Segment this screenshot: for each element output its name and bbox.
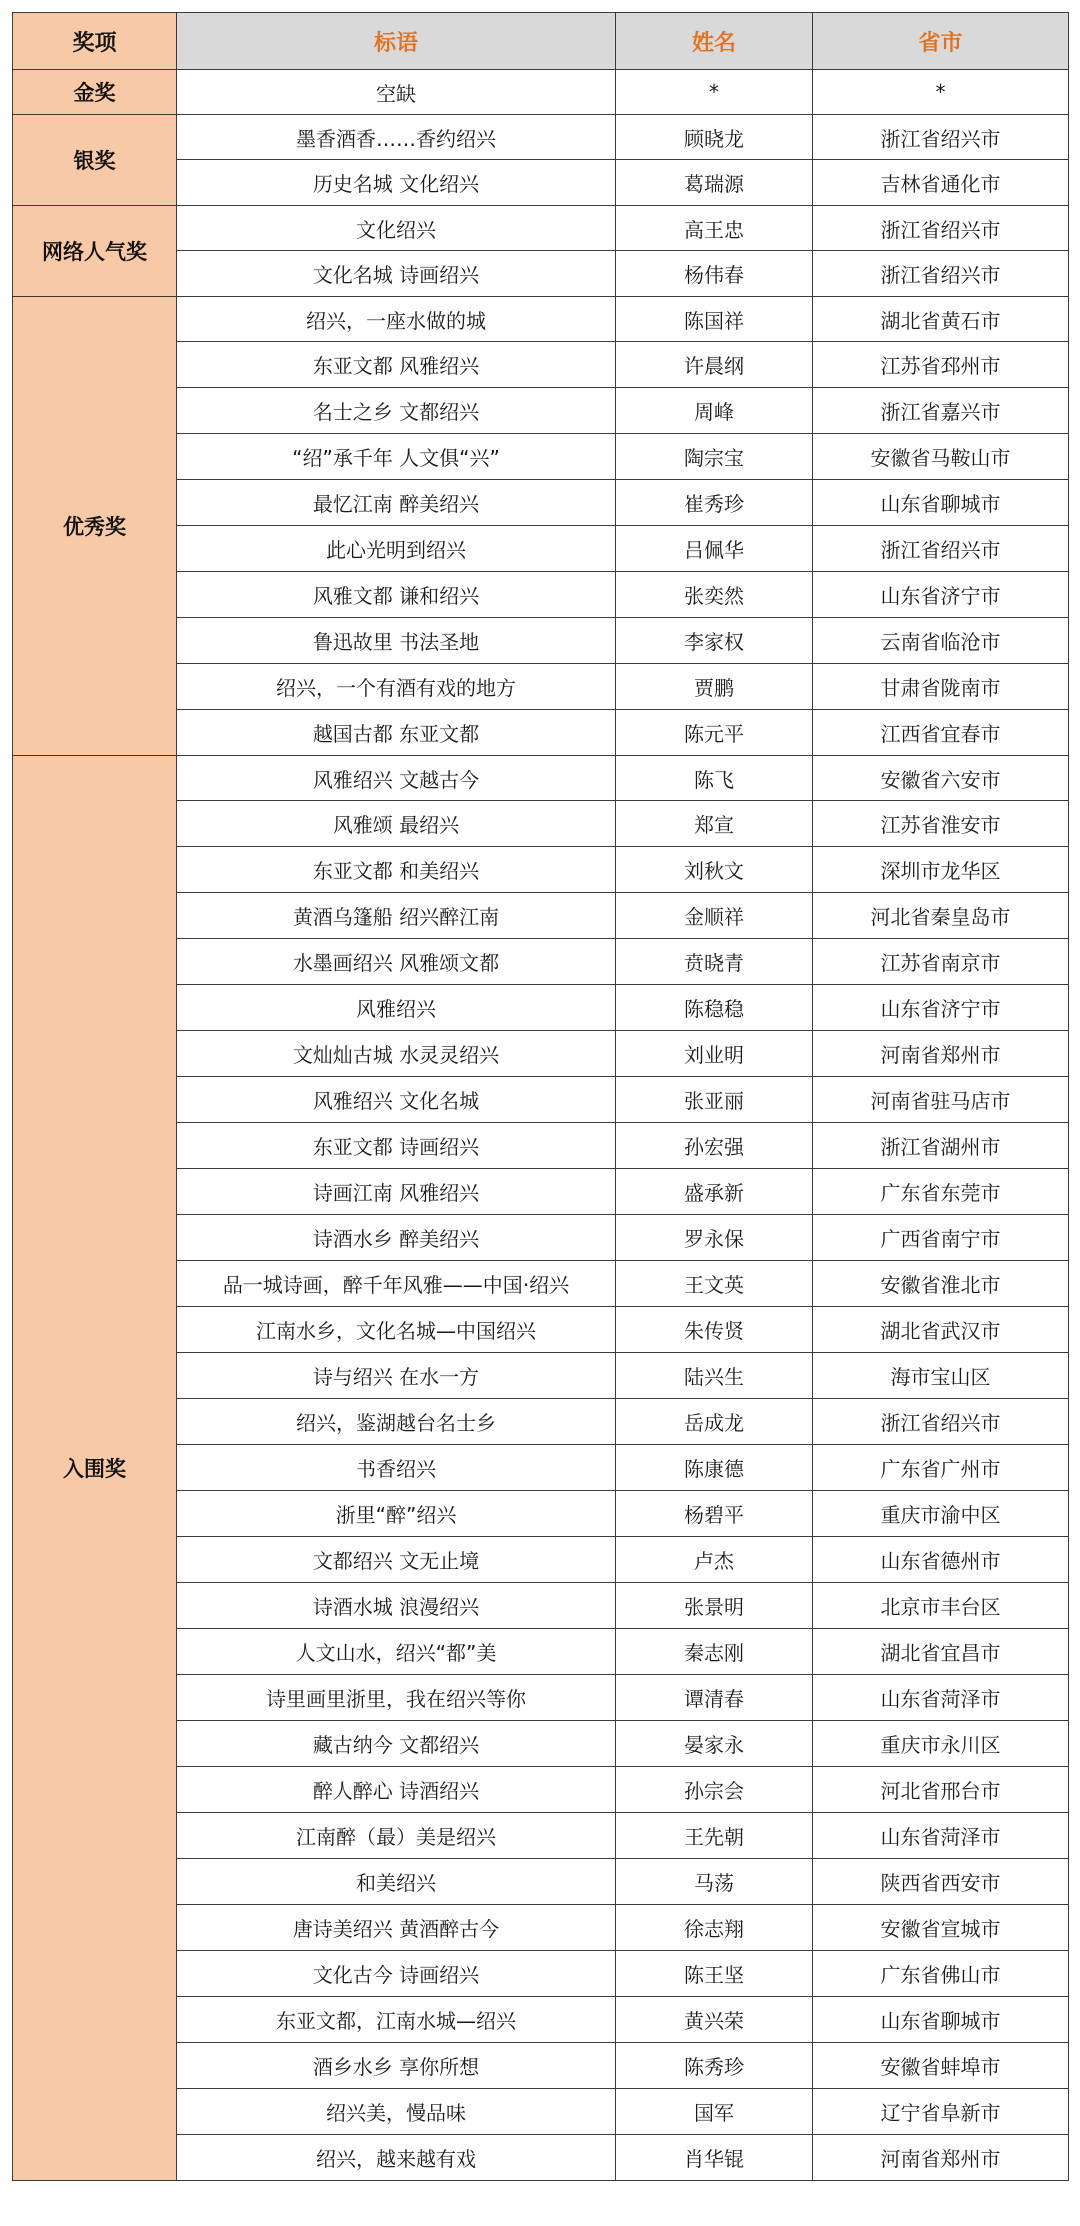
- slogan-cell: 诗酒水城 浪漫绍兴: [177, 1583, 616, 1629]
- name-cell: 陈飞: [616, 756, 813, 801]
- table-row: [13, 756, 1069, 801]
- name-cell: 陈元平: [616, 710, 813, 756]
- city-cell: 甘肃省陇南市: [813, 664, 1069, 710]
- name-cell: 葛瑞源: [616, 160, 813, 206]
- name-cell: 陈国祥: [616, 297, 813, 342]
- table-row: [13, 70, 1069, 115]
- name-cell: 朱传贤: [616, 1307, 813, 1353]
- name-cell: 陈稳稳: [616, 985, 813, 1031]
- city-cell: 浙江省绍兴市: [813, 526, 1069, 572]
- slogan-cell: 品一城诗画，醉千年风雅——中国·绍兴: [177, 1261, 616, 1307]
- slogan-cell: 绍兴，鉴湖越台名士乡: [177, 1399, 616, 1445]
- city-cell: 山东省济宁市: [813, 572, 1069, 618]
- name-cell: 徐志翔: [616, 1905, 813, 1951]
- name-cell: 刘秋文: [616, 847, 813, 893]
- city-cell: 浙江省绍兴市: [813, 206, 1069, 251]
- city-cell: 安徽省马鞍山市: [813, 434, 1069, 480]
- award-category-cell: 银奖: [13, 115, 177, 206]
- header-city: 省市: [813, 13, 1069, 70]
- slogan-cell: 酒乡水乡 享你所想: [177, 2043, 616, 2089]
- slogan-cell: 藏古纳今 文都绍兴: [177, 1721, 616, 1767]
- name-cell: 国军: [616, 2089, 813, 2135]
- award-category-cell: 优秀奖: [13, 297, 177, 756]
- city-cell: 湖北省黄石市: [813, 297, 1069, 342]
- slogan-cell: 最忆江南 醉美绍兴: [177, 480, 616, 526]
- slogan-cell: 文都绍兴 文无止境: [177, 1537, 616, 1583]
- slogan-cell: 此心光明到绍兴: [177, 526, 616, 572]
- header-award: 奖项: [13, 13, 177, 70]
- award-category-cell: 金奖: [13, 70, 177, 115]
- slogan-cell: 风雅文都 谦和绍兴: [177, 572, 616, 618]
- city-cell: 广东省东莞市: [813, 1169, 1069, 1215]
- slogan-cell: “绍”承千年 人文俱“兴”: [177, 434, 616, 480]
- city-cell: 江苏省南京市: [813, 939, 1069, 985]
- city-cell: 浙江省湖州市: [813, 1123, 1069, 1169]
- city-cell: 河南省郑州市: [813, 2135, 1069, 2181]
- slogan-cell: 风雅颂 最绍兴: [177, 801, 616, 847]
- city-cell: 浙江省嘉兴市: [813, 388, 1069, 434]
- city-cell: 山东省聊城市: [813, 1997, 1069, 2043]
- city-cell: 江苏省淮安市: [813, 801, 1069, 847]
- slogan-cell: 风雅绍兴 文越古今: [177, 756, 616, 801]
- name-cell: 杨碧平: [616, 1491, 813, 1537]
- name-cell: 刘业明: [616, 1031, 813, 1077]
- header-slogan: 标语: [177, 13, 616, 70]
- slogan-cell: 越国古都 东亚文都: [177, 710, 616, 756]
- slogan-cell: 江南醉（最）美是绍兴: [177, 1813, 616, 1859]
- slogan-cell: 绍兴，一个有酒有戏的地方: [177, 664, 616, 710]
- city-cell: 广东省广州市: [813, 1445, 1069, 1491]
- name-cell: 陈康德: [616, 1445, 813, 1491]
- name-cell: 罗永保: [616, 1215, 813, 1261]
- city-cell: 河北省邢台市: [813, 1767, 1069, 1813]
- city-cell: 山东省聊城市: [813, 480, 1069, 526]
- city-cell: 安徽省六安市: [813, 756, 1069, 801]
- name-cell: 金顺祥: [616, 893, 813, 939]
- name-cell: 晏家永: [616, 1721, 813, 1767]
- slogan-cell: 书香绍兴: [177, 1445, 616, 1491]
- header-name: 姓名: [616, 13, 813, 70]
- city-cell: 陕西省西安市: [813, 1859, 1069, 1905]
- name-cell: 崔秀珍: [616, 480, 813, 526]
- slogan-cell: 诗里画里浙里，我在绍兴等你: [177, 1675, 616, 1721]
- city-cell: *: [813, 70, 1069, 115]
- slogan-cell: 唐诗美绍兴 黄酒醉古今: [177, 1905, 616, 1951]
- city-cell: 浙江省绍兴市: [813, 115, 1069, 160]
- city-cell: 云南省临沧市: [813, 618, 1069, 664]
- table-row: [13, 115, 1069, 160]
- name-cell: 陆兴生: [616, 1353, 813, 1399]
- slogan-cell: 文化古今 诗画绍兴: [177, 1951, 616, 1997]
- slogan-cell: 绍兴，一座水做的城: [177, 297, 616, 342]
- name-cell: 高王忠: [616, 206, 813, 251]
- table-body: [13, 70, 1069, 2181]
- city-cell: 江苏省邳州市: [813, 342, 1069, 388]
- slogan-cell: 诗画江南 风雅绍兴: [177, 1169, 616, 1215]
- name-cell: 孙宗会: [616, 1767, 813, 1813]
- slogan-cell: 醉人醉心 诗酒绍兴: [177, 1767, 616, 1813]
- name-cell: 秦志刚: [616, 1629, 813, 1675]
- city-cell: 重庆市渝中区: [813, 1491, 1069, 1537]
- city-cell: 山东省德州市: [813, 1537, 1069, 1583]
- slogan-cell: 风雅绍兴: [177, 985, 616, 1031]
- name-cell: 贾鹏: [616, 664, 813, 710]
- award-category-cell: 网络人气奖: [13, 206, 177, 297]
- slogan-cell: 东亚文都 风雅绍兴: [177, 342, 616, 388]
- slogan-cell: 文灿灿古城 水灵灵绍兴: [177, 1031, 616, 1077]
- city-cell: 河南省驻马店市: [813, 1077, 1069, 1123]
- name-cell: 贲晓青: [616, 939, 813, 985]
- slogan-cell: 风雅绍兴 文化名城: [177, 1077, 616, 1123]
- city-cell: 山东省菏泽市: [813, 1813, 1069, 1859]
- table-header: [13, 13, 1069, 70]
- table-row: [13, 206, 1069, 251]
- slogan-cell: 和美绍兴: [177, 1859, 616, 1905]
- city-cell: 山东省菏泽市: [813, 1675, 1069, 1721]
- slogan-cell: 绍兴美，慢品味: [177, 2089, 616, 2135]
- slogan-cell: 文化名城 诗画绍兴: [177, 251, 616, 297]
- slogan-cell: 浙里“醉”绍兴: [177, 1491, 616, 1537]
- city-cell: 安徽省蚌埠市: [813, 2043, 1069, 2089]
- city-cell: 安徽省淮北市: [813, 1261, 1069, 1307]
- table-row: [13, 297, 1069, 342]
- header-row: [13, 13, 1069, 70]
- name-cell: 张亚丽: [616, 1077, 813, 1123]
- city-cell: 海市宝山区: [813, 1353, 1069, 1399]
- city-cell: 广东省佛山市: [813, 1951, 1069, 1997]
- city-cell: 浙江省绍兴市: [813, 1399, 1069, 1445]
- city-cell: 湖北省宜昌市: [813, 1629, 1069, 1675]
- name-cell: 盛承新: [616, 1169, 813, 1215]
- name-cell: 孙宏强: [616, 1123, 813, 1169]
- name-cell: 李家权: [616, 618, 813, 664]
- city-cell: 辽宁省阜新市: [813, 2089, 1069, 2135]
- city-cell: 北京市丰台区: [813, 1583, 1069, 1629]
- slogan-cell: 历史名城 文化绍兴: [177, 160, 616, 206]
- city-cell: 广西省南宁市: [813, 1215, 1069, 1261]
- name-cell: 陈王坚: [616, 1951, 813, 1997]
- name-cell: 王文英: [616, 1261, 813, 1307]
- slogan-cell: 东亚文都 和美绍兴: [177, 847, 616, 893]
- slogan-cell: 人文山水，绍兴“都”美: [177, 1629, 616, 1675]
- slogan-cell: 绍兴，越来越有戏: [177, 2135, 616, 2181]
- slogan-cell: 东亚文都 诗画绍兴: [177, 1123, 616, 1169]
- name-cell: 吕佩华: [616, 526, 813, 572]
- name-cell: 张景明: [616, 1583, 813, 1629]
- city-cell: 浙江省绍兴市: [813, 251, 1069, 297]
- city-cell: 吉林省通化市: [813, 160, 1069, 206]
- city-cell: 安徽省宣城市: [813, 1905, 1069, 1951]
- name-cell: *: [616, 70, 813, 115]
- city-cell: 河北省秦皇岛市: [813, 893, 1069, 939]
- name-cell: 马荡: [616, 1859, 813, 1905]
- name-cell: 顾晓龙: [616, 115, 813, 160]
- slogan-cell: 黄酒乌篷船 绍兴醉江南: [177, 893, 616, 939]
- name-cell: 岳成龙: [616, 1399, 813, 1445]
- slogan-cell: 文化绍兴: [177, 206, 616, 251]
- name-cell: 谭清春: [616, 1675, 813, 1721]
- name-cell: 郑宣: [616, 801, 813, 847]
- city-cell: 山东省济宁市: [813, 985, 1069, 1031]
- name-cell: 杨伟春: [616, 251, 813, 297]
- awards-table: [12, 12, 1069, 2181]
- slogan-cell: 江南水乡，文化名城—中国绍兴: [177, 1307, 616, 1353]
- slogan-cell: 鲁迅故里 书法圣地: [177, 618, 616, 664]
- city-cell: 江西省宜春市: [813, 710, 1069, 756]
- name-cell: 黄兴荣: [616, 1997, 813, 2043]
- slogan-cell: 水墨画绍兴 风雅颂文都: [177, 939, 616, 985]
- city-cell: 河南省郑州市: [813, 1031, 1069, 1077]
- slogan-cell: 名士之乡 文都绍兴: [177, 388, 616, 434]
- name-cell: 卢杰: [616, 1537, 813, 1583]
- name-cell: 王先朝: [616, 1813, 813, 1859]
- city-cell: 深圳市龙华区: [813, 847, 1069, 893]
- name-cell: 陶宗宝: [616, 434, 813, 480]
- slogan-cell: 东亚文都，江南水城—绍兴: [177, 1997, 616, 2043]
- name-cell: 肖华锟: [616, 2135, 813, 2181]
- name-cell: 张奕然: [616, 572, 813, 618]
- slogan-cell: 墨香酒香……香约绍兴: [177, 115, 616, 160]
- name-cell: 许晨纲: [616, 342, 813, 388]
- slogan-cell: 空缺: [177, 70, 616, 115]
- award-category-cell: 入围奖: [13, 756, 177, 2181]
- slogan-cell: 诗酒水乡 醉美绍兴: [177, 1215, 616, 1261]
- name-cell: 陈秀珍: [616, 2043, 813, 2089]
- name-cell: 周峰: [616, 388, 813, 434]
- city-cell: 重庆市永川区: [813, 1721, 1069, 1767]
- slogan-cell: 诗与绍兴 在水一方: [177, 1353, 616, 1399]
- city-cell: 湖北省武汉市: [813, 1307, 1069, 1353]
